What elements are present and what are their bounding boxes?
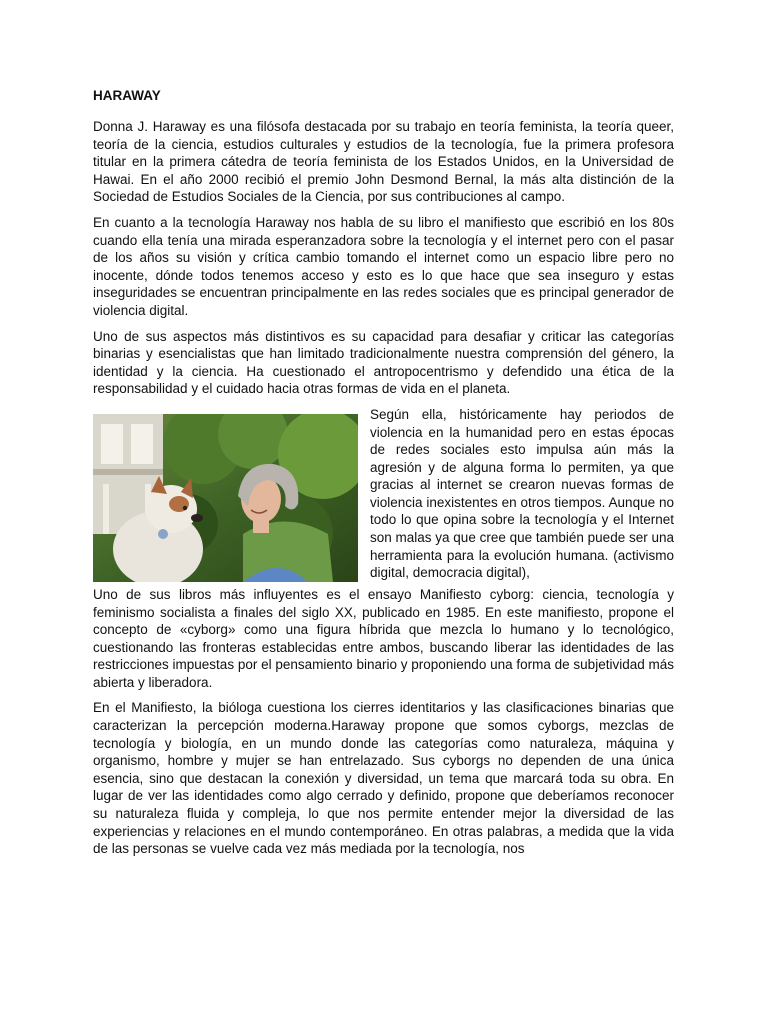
paragraph-binary-categories: Uno de sus aspectos más distintivos es su capacidad para desafiar y criticar las categorías binarias y esencialistas que han limitado tradicionalmente nuestra comprensión del género, la identidad y la ciencia. Ha cuestionado el antropocentrismo y defendido una ética de la responsabilidad y el cuidado hacia otras formas de vida en el planeta. (93, 328, 674, 397)
paragraph-technology: En cuanto a la tecnología Haraway nos habla de su libro el manifiesto que escribió en los 80s cuando ella tenía una mirada esperanzadora sobre la tecnología y el internet pero con el pasar de los años su visión y crítica cambio tomando el internet como un espacio libre pero no inocente, dónde todos tenemos acceso y esto es lo que hace que sea inseguro y estas inseguridades se encuentran principalmente en las redes sociales que es principal generador de violencia digital. (93, 214, 674, 318)
paragraph-cyborg-manifesto: Uno de sus libros más influyentes es el ensayo Manifiesto cyborg: ciencia, tecnología y feminismo socialista a finales del siglo XX, publicado en 1985. En este manifiesto, propone el concepto de «cyborg» como una figura híbrida que mezcla lo humano y lo tecnológico, cuestionando las fronteras establecidas entre ambos, buscando liberar las identidades de las restricciones impuestas por el pensamiento binario y proponiendo una forma de subjetividad más abierta y liberadora. (93, 586, 674, 690)
paragraph-violence: Según ella, históricamente hay periodos de violencia en la humanidad pero en estas épocas de redes sociales esto impulsa aún más la agresión y de alguna forma lo permiten, ya que gracias al internet se crearon nuevas formas de violencia inexistentes en otros tiempos. Aunque no todo lo que opina sobre la tecnología y el Internet son malas ya que cree que también puede ser una herramienta para la evolución humana. (activismo digital, democracia digital), (370, 406, 674, 581)
paragraph-intro: Donna J. Haraway es una filósofa destacada por su trabajo en teoría feminista, la teoría queer, teoría de la ciencia, estudios culturales y estudios de la tecnología, fue la primera profesora titular en la primera cátedra de teoría feminista de los Estados Unidos, en la Universidad de Hawai. En el año 2000 recibió el premio John Desmond Bernal, la más alta distinción de la Sociedad de Estudios Sociales de la Ciencia, por sus contribuciones al campo. (93, 119, 674, 205)
photo-section (93, 406, 674, 582)
document-title: HARAWAY (93, 88, 161, 103)
haraway-with-dog-photo (93, 414, 358, 582)
paragraph-manifesto-identities: En el Manifiesto, la bióloga cuestiona los cierres identitarios y las clasificaciones binarias que caracterizan la percepción moderna.Haraway propone que somos cyborgs, mezclas de tecnología y biología, en un mundo donde las categorías como naturaleza, máquina y organismo, hombre y mujer se han entrelazado. Sus cyborgs no dependen de una única esencia, sino que destacan la conexión y diversidad, un tema que marcará toda su obra. En lugar de ver las identidades como algo cerrado y definido, propone que deberíamos reconocer su naturaleza fluida y compleja, lo que nos permite entender mejor la diversidad de las experiencias y relaciones en el mundo contemporáneo. En otras palabras, a medida que la vida de las personas se vuelve cada vez más mediada por la tecnología, nos (93, 700, 674, 857)
